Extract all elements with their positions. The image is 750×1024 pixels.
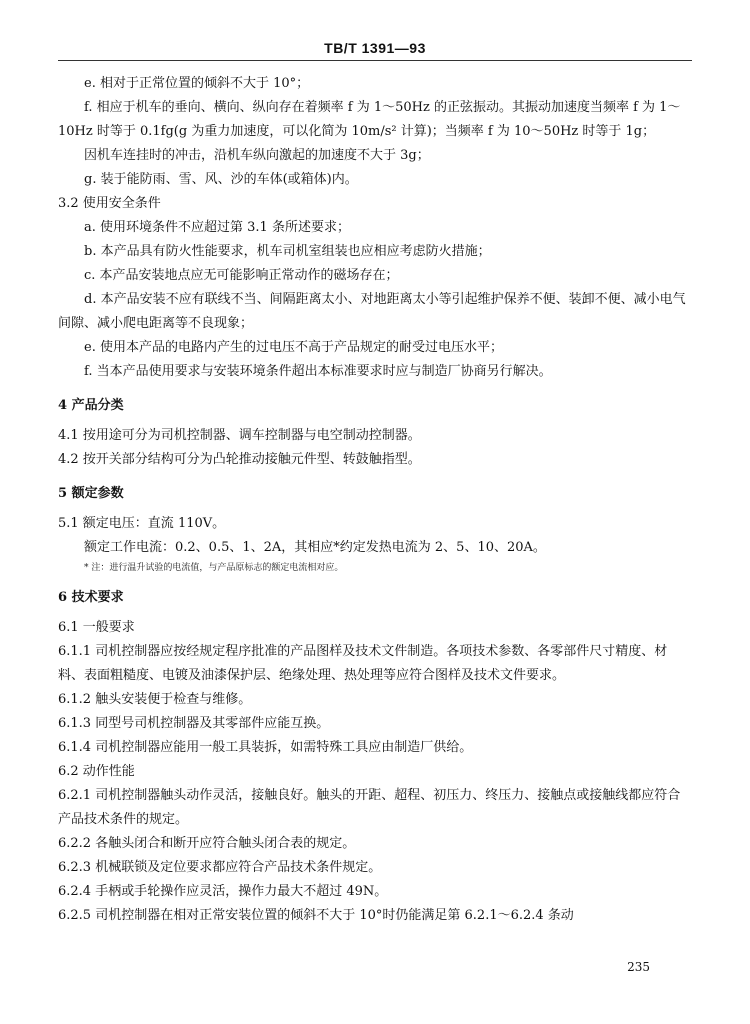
condition-f: f. 相应于机车的垂向、横向、纵向存在着频率 f 为 1～50Hz 的正弦振动。其振动加速度当频率 f 为 1～10Hz 时等于 0.1fg(g 为重力加速度，可以化简为 10m/s² 计算)；当频率 f 为 10～50Hz 时等于 1g； bbox=[58, 100, 681, 139]
clause-6-1-1: 6.1.1 司机控制器应按经规定程序批准的产品图样及技术文件制造。各项技术参数、各零部件尺寸精度、材料、表面粗糙度、电镀及油漆保护层、绝缘处理、热处理等应符合图样及技术文件要求。 bbox=[58, 644, 668, 683]
condition-e: e. 相对于正常位置的倾斜不大于 10°； bbox=[84, 76, 310, 91]
clause-3-2-heading: 3.2 使用安全条件 bbox=[58, 196, 161, 211]
clause-6-2-4: 6.2.4 手柄或手轮操作应灵活，操作力最大不超过 49N。 bbox=[58, 884, 388, 899]
condition-impact: 因机车连挂时的冲击，沿机车纵向激起的加速度不大于 3g； bbox=[84, 148, 430, 163]
clause-6-1-3: 6.1.3 同型号司机控制器及其零部件应能互换。 bbox=[58, 716, 330, 731]
section-4-heading: 4 产品分类 bbox=[58, 398, 124, 413]
safety-f: f. 当本产品使用要求与安装环境条件超出本标准要求时应与制造厂协商另行解决。 bbox=[84, 364, 552, 379]
safety-d: d. 本产品安装不应有联线不当、间隔距离太小、对地距离太小等引起维护保养不便、装卸不便、减小电气间隙、减小爬电距离等不良现象； bbox=[58, 292, 686, 331]
document-body bbox=[58, 72, 692, 928]
clause-6-2: 6.2 动作性能 bbox=[58, 764, 135, 779]
clause-6-1-4: 6.1.4 司机控制器应能用一般工具装拆，如需特殊工具应由制造厂供给。 bbox=[58, 740, 473, 755]
clause-5-1: 5.1 额定电压：直流 110V。 bbox=[58, 516, 226, 531]
clause-6-1-2: 6.1.2 触头安装便于检查与维修。 bbox=[58, 692, 252, 707]
condition-g: g. 装于能防雨、雪、风、沙的车体(或箱体)内。 bbox=[84, 172, 358, 187]
clause-6-2-1: 6.2.1 司机控制器触头动作灵活，接触良好。触头的开距、超程、初压力、终压力、接触点或接触线都应符合产品技术条件的规定。 bbox=[58, 788, 681, 827]
safety-e: e. 使用本产品的电路内产生的过电压不高于产品规定的耐受过电压水平； bbox=[84, 340, 503, 355]
section-6-heading: 6 技术要求 bbox=[58, 590, 124, 605]
clause-4-2: 4.2 按开关部分结构可分为凸轮推动接触元件型、转鼓触指型。 bbox=[58, 452, 421, 467]
clause-6-2-2: 6.2.2 各触头闭合和断开应符合触头闭合表的规定。 bbox=[58, 836, 356, 851]
footnote: * 注：进行温升试验的电流值，与产品原标志的额定电流相对应。 bbox=[84, 563, 344, 573]
header-divider bbox=[58, 60, 692, 61]
clause-4-1: 4.1 按用途可分为司机控制器、调车控制器与电空制动控制器。 bbox=[58, 428, 421, 443]
safety-b: b. 本产品具有防火性能要求，机车司机室组装也应相应考虑防火措施； bbox=[84, 244, 491, 259]
section-5-heading: 5 额定参数 bbox=[58, 486, 124, 501]
clause-6-2-5: 6.2.5 司机控制器在相对正常安装位置的倾斜不大于 10°时仍能满足第 6.2.1～6.2.4 条动 bbox=[58, 908, 574, 923]
page-number: 235 bbox=[627, 960, 650, 974]
safety-a: a. 使用环境条件不应超过第 3.1 条所述要求； bbox=[84, 220, 350, 235]
clause-6-2-3: 6.2.3 机械联锁及定位要求都应符合产品技术条件规定。 bbox=[58, 860, 382, 875]
clause-6-1: 6.1 一般要求 bbox=[58, 620, 135, 635]
safety-c: c. 本产品安装地点应无可能影响正常动作的磁场存在； bbox=[84, 268, 399, 283]
page-header-title: TB/T 1391—93 bbox=[324, 40, 426, 56]
rated-current-text: 额定工作电流：0.2、0.5、1、2A，其相应*约定发热电流为 2、5、10、20A。 bbox=[84, 540, 546, 555]
